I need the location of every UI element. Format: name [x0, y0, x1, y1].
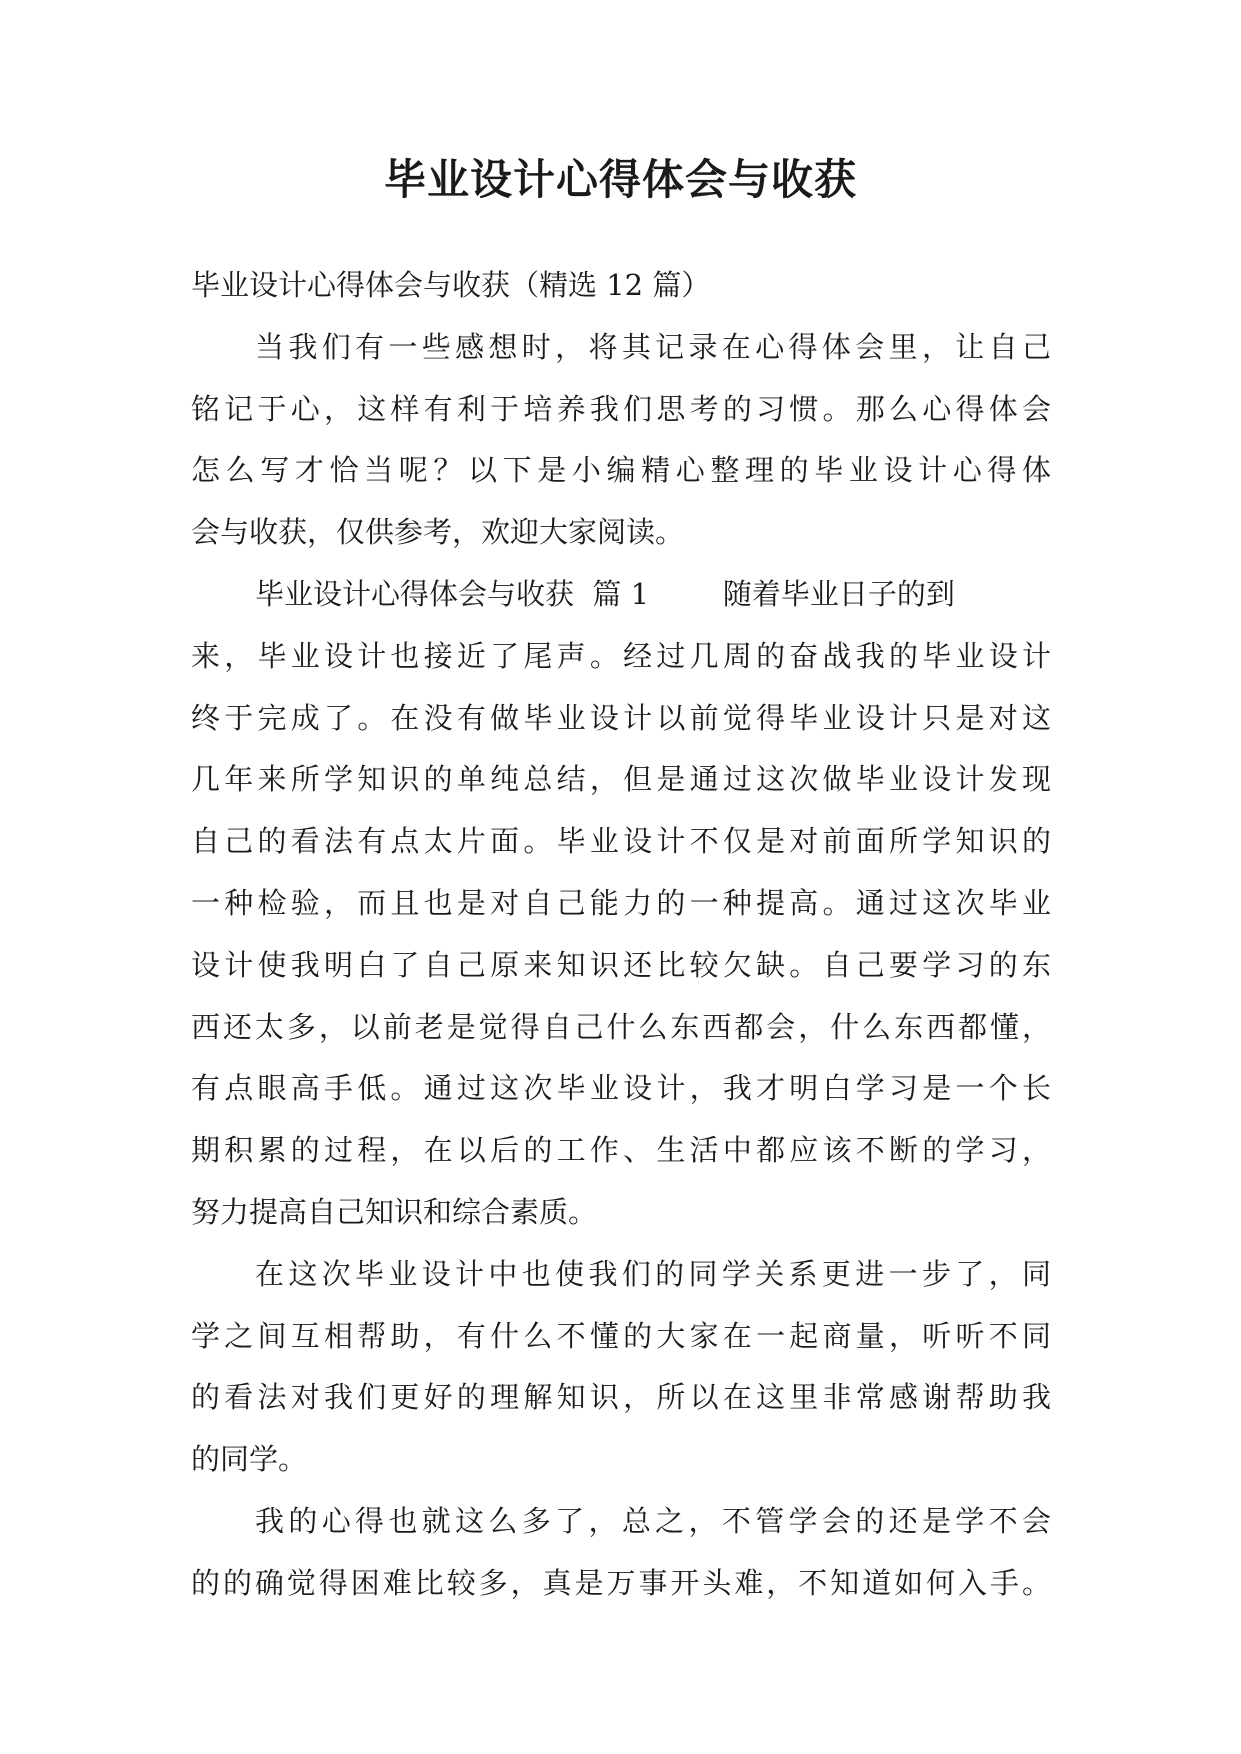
- article-1-para2-line-4: 的同学。: [191, 1442, 308, 1477]
- article-1-line-2: 来，毕业设计也接近了尾声。经过几周的奋战我的毕业设计: [191, 638, 1051, 673]
- article-1-line-8: 西还太多，以前老是觉得自己什么东西都会，什么东西都懂，: [191, 1009, 1051, 1044]
- article-1-line-10: 期积累的过程，在以后的工作、生活中都应该不断的学习，: [191, 1133, 1051, 1168]
- article-1-para3-line-1: 我的心得也就这么多了，总之，不管学会的还是学不会: [255, 1503, 1051, 1538]
- intro-line-2: 铭记于心，这样有利于培养我们思考的习惯。那么心得体会: [191, 391, 1051, 426]
- article-1-line-3: 终于完成了。在没有做毕业设计以前觉得毕业设计只是对这: [191, 700, 1051, 735]
- article-1-para2-line-1: 在这次毕业设计中也使我们的同学关系更进一步了，同: [255, 1256, 1051, 1291]
- intro-line-1: 当我们有一些感想时，将其记录在心得体会里，让自己: [255, 329, 1051, 364]
- article-1-line-5: 自己的看法有点太片面。毕业设计不仅是对前面所学知识的: [191, 824, 1051, 859]
- intro-line-3: 怎么写才恰当呢？以下是小编精心整理的毕业设计心得体: [191, 453, 1051, 488]
- subtitle-line: 毕业设计心得体会与收获（精选 12 篇）: [191, 268, 711, 302]
- article-1-line-1: 毕业设计心得体会与收获 篇 1 随着毕业日子的到: [255, 576, 955, 611]
- article-1-line-7: 设计使我明白了自己原来知识还比较欠缺。自己要学习的东: [191, 947, 1051, 982]
- article-1-para2-line-2: 学之间互相帮助，有什么不懂的大家在一起商量，听听不同: [191, 1318, 1051, 1353]
- article-1-line-6: 一种检验，而且也是对自己能力的一种提高。通过这次毕业: [191, 885, 1051, 920]
- article-1-line-9: 有点眼高手低。通过这次毕业设计，我才明白学习是一个长: [191, 1071, 1051, 1106]
- article-1-line-11: 努力提高自己知识和综合素质。: [191, 1194, 598, 1229]
- article-1-para3-line-2: 的的确觉得困难比较多，真是万事开头难，不知道如何入手。: [191, 1565, 1051, 1600]
- article-1-line-4: 几年来所学知识的单纯总结，但是通过这次做毕业设计发现: [191, 762, 1051, 797]
- intro-line-4: 会与收获，仅供参考，欢迎大家阅读。: [191, 515, 685, 550]
- article-1-para2-line-3: 的看法对我们更好的理解知识，所以在这里非常感谢帮助我: [191, 1380, 1051, 1415]
- document-title: 毕业设计心得体会与收获: [383, 155, 857, 204]
- document-body: [191, 255, 1051, 1615]
